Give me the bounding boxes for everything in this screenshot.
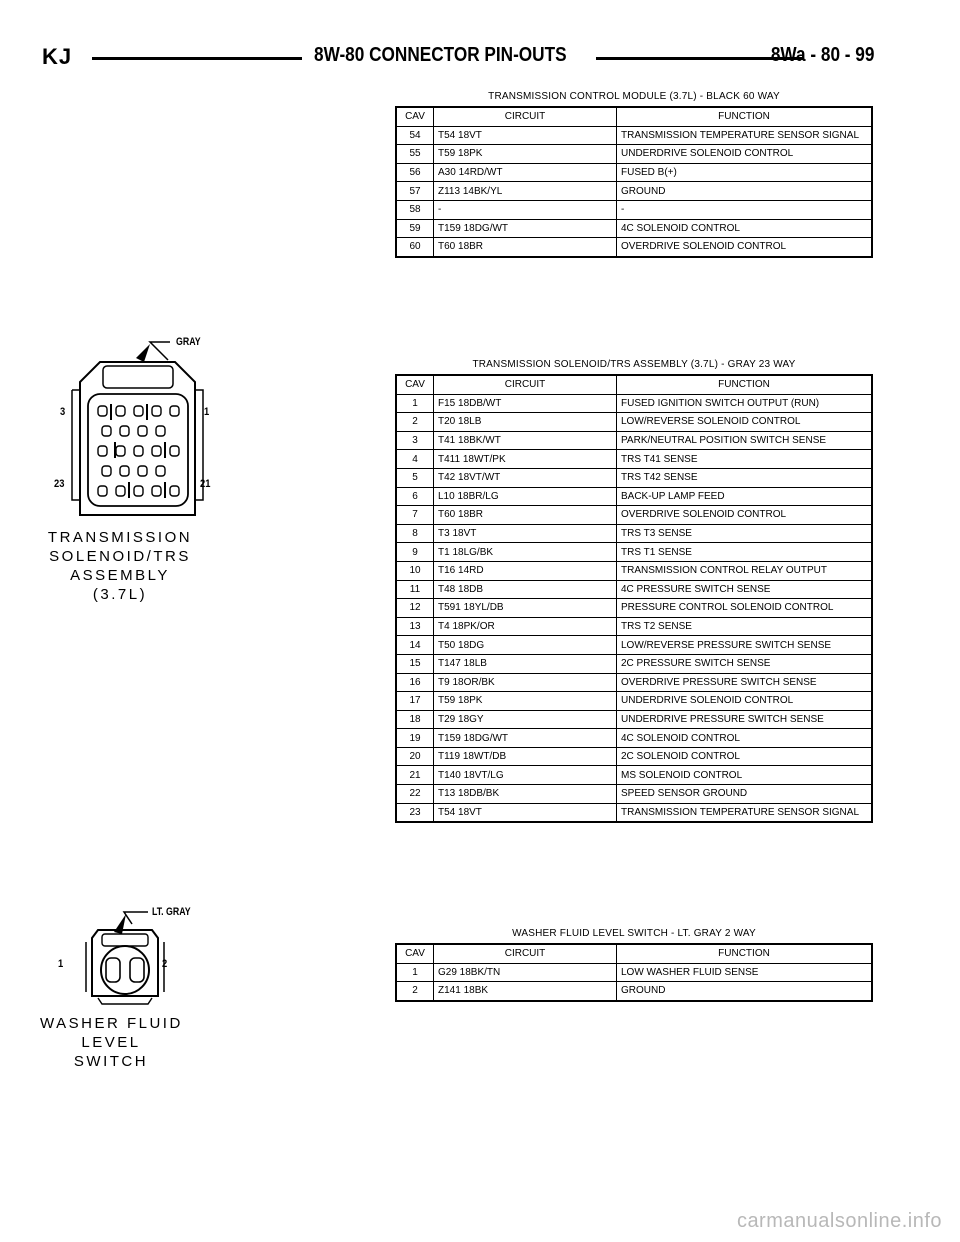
table-row	[396, 982, 872, 1001]
circuit-cell: T50 18DG	[434, 636, 617, 655]
function-cell: FUSED IGNITION SWITCH OUTPUT (RUN)	[617, 394, 873, 413]
circuit-cell: T54 18VT	[434, 803, 617, 822]
transmission-connector-drawing	[40, 330, 240, 530]
circuit-cell: T147 18LB	[434, 654, 617, 673]
function-cell: 4C SOLENOID CONTROL	[617, 729, 873, 748]
label-line: WASHER FLUID	[40, 1015, 183, 1032]
cavity-cell: 19	[396, 729, 434, 748]
cavity-cell: 8	[396, 524, 434, 543]
circuit-cell: T29 18GY	[434, 710, 617, 729]
label-line: TRANSMISSION	[47, 529, 193, 546]
cavity-cell: 21	[396, 766, 434, 785]
column-header: CAV	[396, 944, 434, 963]
page-number: 8Wa - 80 - 99	[770, 44, 874, 66]
cavity-cell: 4	[396, 450, 434, 469]
cavity-cell: 11	[396, 580, 434, 599]
function-cell: TRS T2 SENSE	[617, 617, 873, 636]
function-cell: LOW WASHER FLUID SENSE	[617, 963, 873, 982]
circuit-cell: T4 18PK/OR	[434, 617, 617, 636]
circuit-cell: T60 18BR	[434, 238, 617, 257]
table-header-row	[396, 375, 872, 394]
column-header: CIRCUIT	[434, 375, 617, 394]
table-row	[396, 126, 872, 145]
cavity-cell: 6	[396, 487, 434, 506]
cavity-cell: 18	[396, 710, 434, 729]
function-cell: 4C SOLENOID CONTROL	[617, 219, 873, 238]
function-cell: PRESSURE CONTROL SOLENOID CONTROL	[617, 599, 873, 618]
table-row	[396, 710, 872, 729]
circuit-cell: T119 18WT/DB	[434, 747, 617, 766]
function-cell: FUSED B(+)	[617, 163, 873, 182]
label-line: LEVEL	[81, 1034, 141, 1051]
cavity-cell: 16	[396, 673, 434, 692]
page-header	[42, 44, 874, 74]
table-row	[396, 238, 872, 257]
circuit-cell: T16 14RD	[434, 561, 617, 580]
circuit-cell: T411 18WT/PK	[434, 450, 617, 469]
table-row	[396, 524, 872, 543]
cavity-cell: 3	[396, 431, 434, 450]
function-cell: 2C PRESSURE SWITCH SENSE	[617, 654, 873, 673]
cavity-cell: 54	[396, 126, 434, 145]
circuit-cell: T591 18YL/DB	[434, 599, 617, 618]
cavity-cell: 12	[396, 599, 434, 618]
trs-pinout-table	[395, 374, 873, 823]
table-row	[396, 413, 872, 432]
cavity-cell: 9	[396, 543, 434, 562]
function-cell: OVERDRIVE SOLENOID CONTROL	[617, 238, 873, 257]
table-row	[396, 543, 872, 562]
cavity-cell: 60	[396, 238, 434, 257]
cavity-cell: 1	[396, 963, 434, 982]
cavity-cell: 17	[396, 692, 434, 711]
function-cell: TRS T42 SENSE	[617, 468, 873, 487]
circuit-cell: T3 18VT	[434, 524, 617, 543]
pin-label: 3	[60, 406, 66, 418]
table-row	[396, 599, 872, 618]
table-row	[396, 163, 872, 182]
table-row	[396, 487, 872, 506]
circuit-cell: T9 18OR/BK	[434, 673, 617, 692]
column-header: CIRCUIT	[434, 944, 617, 963]
function-cell: UNDERDRIVE SOLENOID CONTROL	[617, 692, 873, 711]
label-line: SOLENOID/TRS	[49, 548, 191, 565]
connector-name-label	[40, 528, 200, 604]
circuit-cell: T41 18BK/WT	[434, 431, 617, 450]
table-row	[396, 506, 872, 525]
table-header-row	[396, 107, 872, 126]
column-header: CAV	[396, 375, 434, 394]
table-row	[396, 963, 872, 982]
cavity-cell: 2	[396, 413, 434, 432]
tcm-pinout-table	[395, 106, 873, 258]
table-caption: TRANSMISSION SOLENOID/TRS ASSEMBLY (3.7L) - GRAY 23 WAY	[472, 359, 796, 370]
table-row	[396, 785, 872, 804]
function-cell: OVERDRIVE PRESSURE SWITCH SENSE	[617, 673, 873, 692]
label-line: (3.7L)	[92, 586, 148, 603]
cavity-cell: 58	[396, 200, 434, 219]
washer-connector-drawing	[40, 898, 240, 1018]
table-row	[396, 673, 872, 692]
pin-label: 1	[58, 958, 64, 970]
table-header-row	[396, 944, 872, 963]
function-cell: LOW/REVERSE SOLENOID CONTROL	[617, 413, 873, 432]
connector-color-tag: GRAY	[176, 336, 201, 348]
table-row	[396, 394, 872, 413]
circuit-cell: T1 18LG/BK	[434, 543, 617, 562]
table-row	[396, 692, 872, 711]
table-row	[396, 200, 872, 219]
circuit-cell: T59 18PK	[434, 145, 617, 164]
circuit-cell: G29 18BK/TN	[434, 963, 617, 982]
table-caption: WASHER FLUID LEVEL SWITCH - LT. GRAY 2 WAY	[512, 928, 756, 939]
circuit-cell: T140 18VT/LG	[434, 766, 617, 785]
function-cell: TRANSMISSION TEMPERATURE SENSOR SIGNAL	[617, 803, 873, 822]
function-cell: TRS T1 SENSE	[617, 543, 873, 562]
function-cell: TRANSMISSION TEMPERATURE SENSOR SIGNAL	[617, 126, 873, 145]
table-row	[396, 729, 872, 748]
function-cell: PARK/NEUTRAL POSITION SWITCH SENSE	[617, 431, 873, 450]
header-rule-left	[92, 57, 302, 60]
pin-label: 1	[204, 406, 210, 418]
cavity-cell: 5	[396, 468, 434, 487]
cavity-cell: 23	[396, 803, 434, 822]
table-row	[396, 182, 872, 201]
function-cell: SPEED SENSOR GROUND	[617, 785, 873, 804]
table-row	[396, 431, 872, 450]
column-header: CAV	[396, 107, 434, 126]
transmission-connector-figure	[40, 330, 240, 610]
table-row	[396, 561, 872, 580]
circuit-cell: L10 18BR/LG	[434, 487, 617, 506]
connector-name-label	[40, 1014, 182, 1071]
table-row	[396, 580, 872, 599]
table-row	[396, 468, 872, 487]
cavity-cell: 57	[396, 182, 434, 201]
circuit-cell: F15 18DB/WT	[434, 394, 617, 413]
circuit-cell: -	[434, 200, 617, 219]
cavity-cell: 2	[396, 982, 434, 1001]
function-cell: UNDERDRIVE PRESSURE SWITCH SENSE	[617, 710, 873, 729]
function-cell: UNDERDRIVE SOLENOID CONTROL	[617, 145, 873, 164]
function-cell: LOW/REVERSE PRESSURE SWITCH SENSE	[617, 636, 873, 655]
function-cell: 2C SOLENOID CONTROL	[617, 747, 873, 766]
circuit-cell: T48 18DB	[434, 580, 617, 599]
function-cell: TRANSMISSION CONTROL RELAY OUTPUT	[617, 561, 873, 580]
circuit-cell: T59 18PK	[434, 692, 617, 711]
connector-color-tag: LT. GRAY	[152, 906, 191, 918]
function-cell: -	[617, 200, 873, 219]
table-caption: TRANSMISSION CONTROL MODULE (3.7L) - BLACK 60 WAY	[488, 91, 780, 102]
washer-connector-figure	[40, 898, 240, 1078]
pin-label: 21	[200, 478, 211, 490]
circuit-cell: Z141 18BK	[434, 982, 617, 1001]
cavity-cell: 22	[396, 785, 434, 804]
function-cell: 4C PRESSURE SWITCH SENSE	[617, 580, 873, 599]
table-row	[396, 803, 872, 822]
table-row	[396, 450, 872, 469]
washer-pinout-table	[395, 943, 873, 1002]
function-cell: TRS T41 SENSE	[617, 450, 873, 469]
cavity-cell: 15	[396, 654, 434, 673]
circuit-cell: T159 18DG/WT	[434, 729, 617, 748]
cavity-cell: 7	[396, 506, 434, 525]
circuit-cell: Z113 14BK/YL	[434, 182, 617, 201]
function-cell: MS SOLENOID CONTROL	[617, 766, 873, 785]
cavity-cell: 56	[396, 163, 434, 182]
cavity-cell: 13	[396, 617, 434, 636]
pin-label: 2	[162, 958, 168, 970]
circuit-cell: A30 14RD/WT	[434, 163, 617, 182]
column-header: FUNCTION	[718, 111, 770, 123]
label-line: SWITCH	[73, 1053, 149, 1070]
table-row	[396, 766, 872, 785]
circuit-cell: T60 18BR	[434, 506, 617, 525]
cavity-cell: 59	[396, 219, 434, 238]
table-row	[396, 219, 872, 238]
section-title: 8W-80 CONNECTOR PIN-OUTS	[314, 44, 567, 66]
circuit-cell: T13 18DB/BK	[434, 785, 617, 804]
table-row	[396, 747, 872, 766]
table-row	[396, 654, 872, 673]
function-cell: BACK-UP LAMP FEED	[617, 487, 873, 506]
column-header: FUNCTION	[718, 379, 770, 391]
table-row	[396, 636, 872, 655]
model-code: KJ	[42, 44, 73, 69]
column-header: CIRCUIT	[434, 107, 617, 126]
function-cell: GROUND	[617, 182, 873, 201]
circuit-cell: T159 18DG/WT	[434, 219, 617, 238]
cavity-cell: 14	[396, 636, 434, 655]
column-header: FUNCTION	[718, 948, 770, 960]
cavity-cell: 20	[396, 747, 434, 766]
table-row	[396, 145, 872, 164]
function-cell: OVERDRIVE SOLENOID CONTROL	[617, 506, 873, 525]
circuit-cell: T54 18VT	[434, 126, 617, 145]
circuit-cell: T20 18LB	[434, 413, 617, 432]
label-line: ASSEMBLY	[70, 567, 170, 584]
watermark: carmanualsonline.info	[736, 1210, 942, 1232]
circuit-cell: T42 18VT/WT	[434, 468, 617, 487]
function-cell: GROUND	[617, 982, 873, 1001]
cavity-cell: 1	[396, 394, 434, 413]
function-cell: TRS T3 SENSE	[617, 524, 873, 543]
cavity-cell: 10	[396, 561, 434, 580]
table-row	[396, 617, 872, 636]
pin-label: 23	[54, 478, 65, 490]
cavity-cell: 55	[396, 145, 434, 164]
